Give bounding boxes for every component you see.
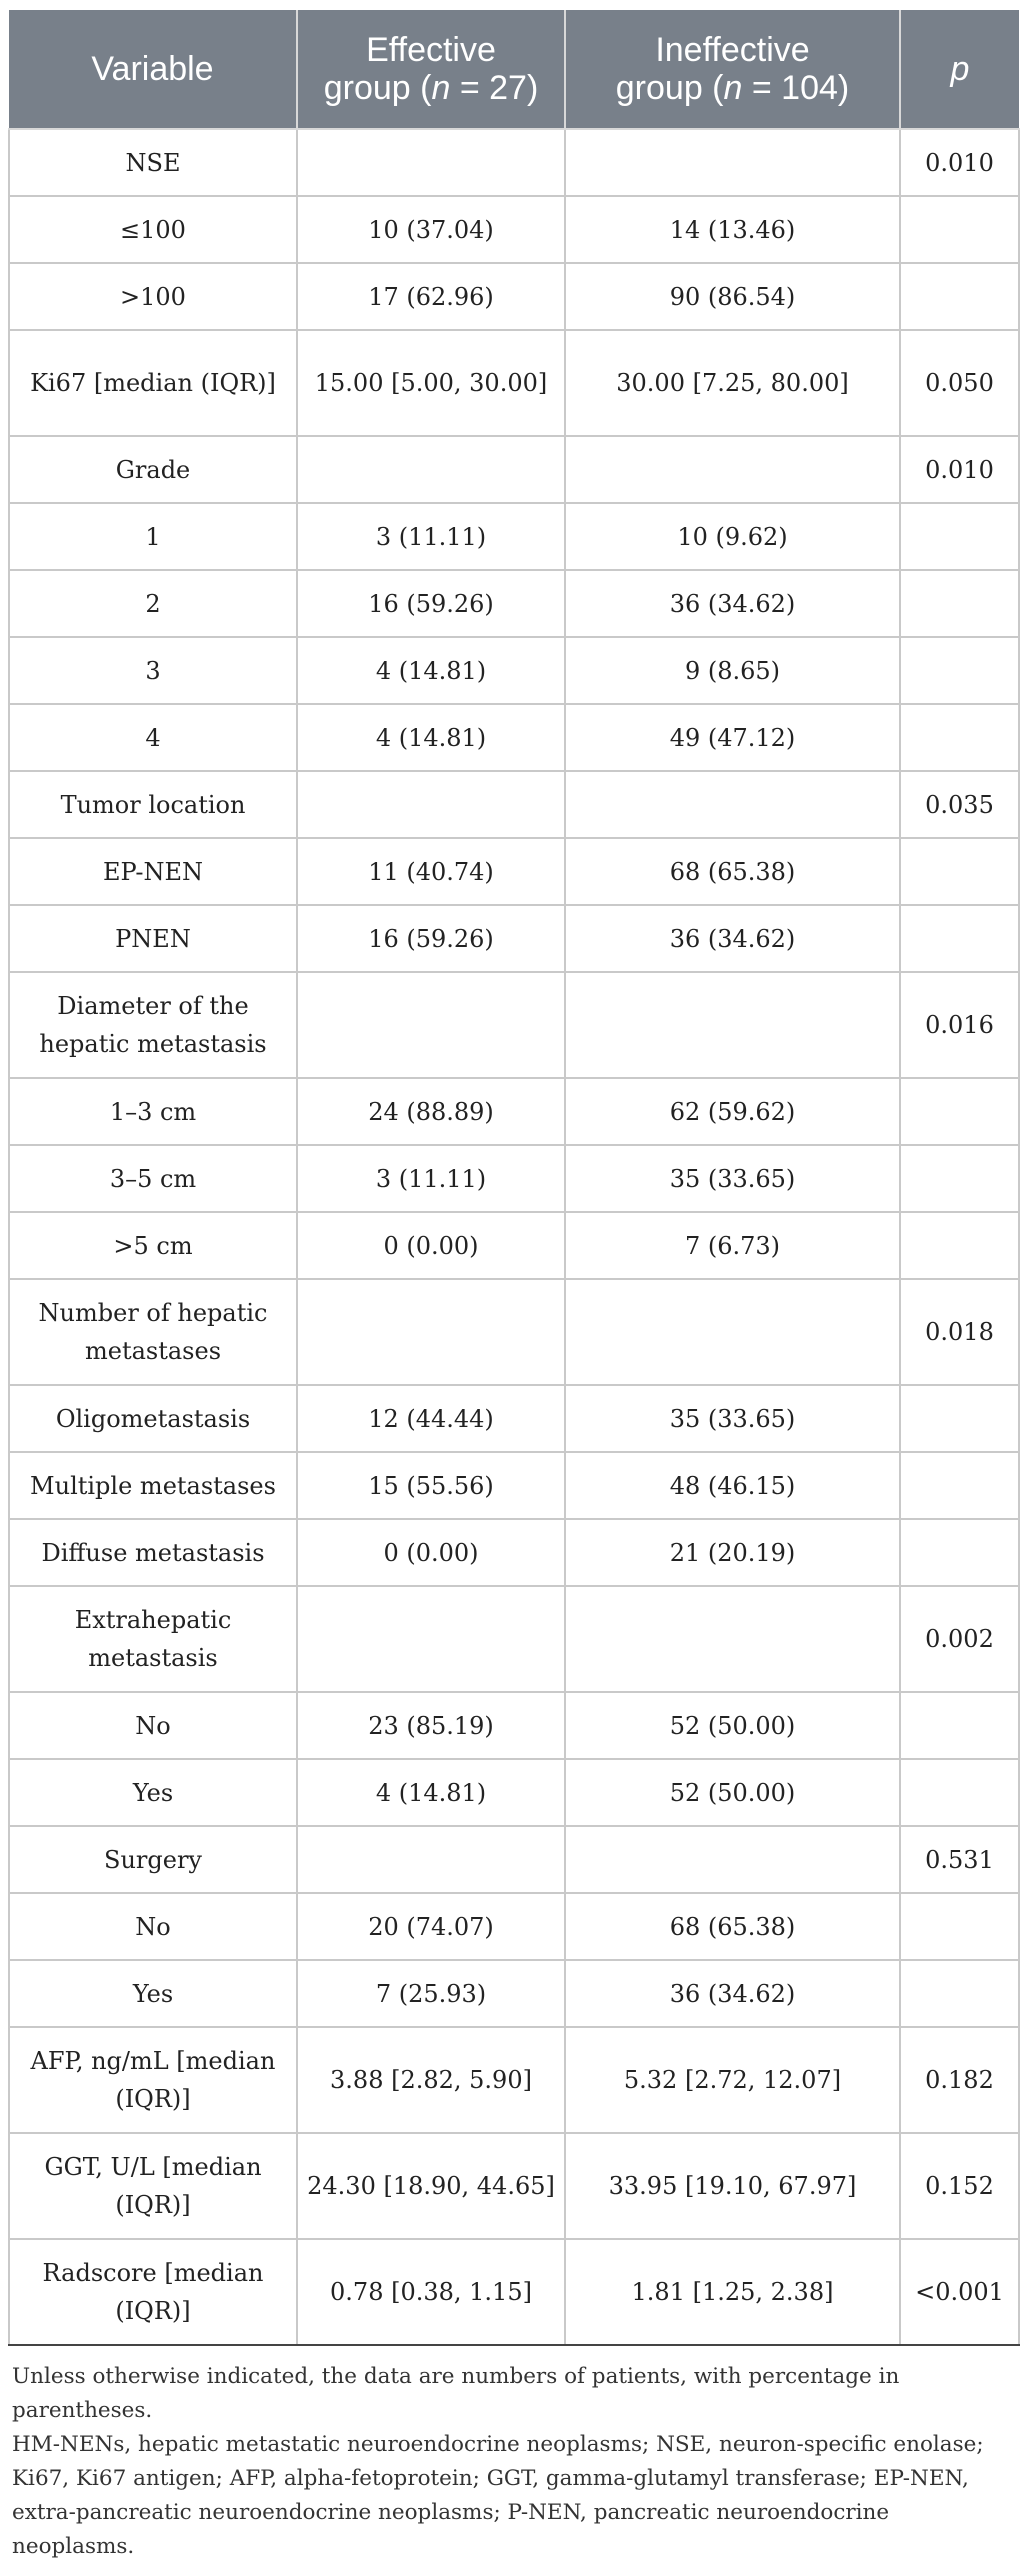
- variable-cell: Yes: [9, 1759, 297, 1826]
- p-value-cell: [900, 704, 1019, 771]
- p-value-cell: [900, 196, 1019, 263]
- p-value-cell: 0.152: [900, 2133, 1019, 2239]
- document-page: [8, 10, 1018, 2564]
- p-value-cell: 0.182: [900, 2027, 1019, 2133]
- effective-cell: 3 (11.11): [297, 1145, 565, 1212]
- variable-cell: Multiple metastases: [9, 1452, 297, 1519]
- table-row: [9, 1586, 1019, 1692]
- variable-cell: Surgery: [9, 1826, 297, 1893]
- ineffective-cell: 52 (50.00): [565, 1759, 900, 1826]
- footnote-line: extra-pancreatic neuroendocrine neoplasms; P-NEN, pancreatic neuroendocrine neoplasms.: [12, 2500, 890, 2559]
- p-value-cell: 0.531: [900, 1826, 1019, 1893]
- variable-cell: Number of hepatic metastases: [9, 1279, 297, 1385]
- table-row: [9, 1960, 1019, 2027]
- table-row: [9, 1452, 1019, 1519]
- results-table: [8, 10, 1020, 2346]
- p-value-cell: 0.002: [900, 1586, 1019, 1692]
- table-row: [9, 1385, 1019, 1452]
- effective-cell: 11 (40.74): [297, 838, 565, 905]
- variable-cell: 1–3 cm: [9, 1078, 297, 1145]
- table-row: [9, 2239, 1019, 2345]
- effective-cell: 17 (62.96): [297, 263, 565, 330]
- ineffective-cell: 52 (50.00): [565, 1692, 900, 1759]
- ineffective-cell: 36 (34.62): [565, 905, 900, 972]
- variable-cell: Oligometastasis: [9, 1385, 297, 1452]
- table-row: [9, 1893, 1019, 1960]
- p-value-cell: [900, 1893, 1019, 1960]
- effective-cell: 16 (59.26): [297, 905, 565, 972]
- ineffective-cell: 14 (13.46): [565, 196, 900, 263]
- effective-cell: 23 (85.19): [297, 1692, 565, 1759]
- variable-cell: >100: [9, 263, 297, 330]
- p-value-cell: [900, 1212, 1019, 1279]
- table-row: [9, 570, 1019, 637]
- table-row: [9, 905, 1019, 972]
- ineffective-cell: [565, 436, 900, 503]
- p-value-cell: [900, 905, 1019, 972]
- p-value-cell: [900, 503, 1019, 570]
- table-row: [9, 196, 1019, 263]
- variable-cell: 2: [9, 570, 297, 637]
- ineffective-cell: 48 (46.15): [565, 1452, 900, 1519]
- table-row: [9, 2133, 1019, 2239]
- effective-cell: 3.88 [2.82, 5.90]: [297, 2027, 565, 2133]
- table-row: [9, 2027, 1019, 2133]
- variable-cell: 3: [9, 637, 297, 704]
- ineffective-cell: 10 (9.62): [565, 503, 900, 570]
- p-value-cell: [900, 1519, 1019, 1586]
- table-row: [9, 503, 1019, 570]
- header-variable: Variable: [9, 10, 297, 129]
- table-row: [9, 1212, 1019, 1279]
- effective-cell: [297, 1826, 565, 1893]
- variable-cell: ≤100: [9, 196, 297, 263]
- table-row: [9, 330, 1019, 436]
- effective-cell: [297, 129, 565, 196]
- ineffective-cell: 1.81 [1.25, 2.38]: [565, 2239, 900, 2345]
- variable-cell: Diffuse metastasis: [9, 1519, 297, 1586]
- variable-cell: Tumor location: [9, 771, 297, 838]
- ineffective-cell: 35 (33.65): [565, 1385, 900, 1452]
- p-value-cell: [900, 263, 1019, 330]
- effective-cell: [297, 436, 565, 503]
- table-row: [9, 1145, 1019, 1212]
- ineffective-cell: 9 (8.65): [565, 637, 900, 704]
- variable-cell: Yes: [9, 1960, 297, 2027]
- table-row: [9, 436, 1019, 503]
- variable-cell: No: [9, 1893, 297, 1960]
- ineffective-cell: [565, 129, 900, 196]
- ineffective-cell: 36 (34.62): [565, 1960, 900, 2027]
- ineffective-cell: [565, 771, 900, 838]
- p-value-cell: <0.001: [900, 2239, 1019, 2345]
- p-value-cell: [900, 1759, 1019, 1826]
- effective-cell: 4 (14.81): [297, 704, 565, 771]
- table-row: [9, 1279, 1019, 1385]
- ineffective-cell: 7 (6.73): [565, 1212, 900, 1279]
- header-row: [9, 10, 1019, 129]
- ineffective-cell: 33.95 [19.10, 67.97]: [565, 2133, 900, 2239]
- ineffective-cell: 49 (47.12): [565, 704, 900, 771]
- table-row: [9, 1078, 1019, 1145]
- footnote-line: Unless otherwise indicated, the data are numbers of patients, with percentage in parentheses.: [12, 2364, 900, 2423]
- effective-cell: [297, 1586, 565, 1692]
- variable-cell: NSE: [9, 129, 297, 196]
- p-value-cell: 0.050: [900, 330, 1019, 436]
- p-value-cell: 0.010: [900, 436, 1019, 503]
- variable-cell: Diameter of the hepatic metastasis: [9, 972, 297, 1078]
- table-row: [9, 1519, 1019, 1586]
- effective-cell: [297, 1279, 565, 1385]
- ineffective-cell: [565, 1586, 900, 1692]
- ineffective-cell: 68 (65.38): [565, 838, 900, 905]
- effective-cell: 15.00 [5.00, 30.00]: [297, 330, 565, 436]
- effective-cell: [297, 972, 565, 1078]
- variable-cell: AFP, ng/mL [median (IQR)]: [9, 2027, 297, 2133]
- variable-cell: 4: [9, 704, 297, 771]
- header-effective-group: Effective group (n = 27): [297, 10, 565, 129]
- effective-cell: 15 (55.56): [297, 1452, 565, 1519]
- table-row: [9, 637, 1019, 704]
- variable-cell: PNEN: [9, 905, 297, 972]
- ineffective-cell: 21 (20.19): [565, 1519, 900, 1586]
- ineffective-cell: [565, 1826, 900, 1893]
- ineffective-cell: 5.32 [2.72, 12.07]: [565, 2027, 900, 2133]
- ineffective-cell: 90 (86.54): [565, 263, 900, 330]
- p-value-cell: [900, 1960, 1019, 2027]
- effective-cell: 4 (14.81): [297, 637, 565, 704]
- footnote-line: Ki67, Ki67 antigen; AFP, alpha-fetoprotein; GGT, gamma-glutamyl transferase; EP-NEN,: [12, 2466, 969, 2491]
- variable-cell: Extrahepatic metastasis: [9, 1586, 297, 1692]
- table-row: [9, 1826, 1019, 1893]
- table-row: [9, 1759, 1019, 1826]
- ineffective-cell: 68 (65.38): [565, 1893, 900, 1960]
- p-value-cell: 0.035: [900, 771, 1019, 838]
- table-row: [9, 771, 1019, 838]
- variable-cell: Grade: [9, 436, 297, 503]
- ineffective-cell: 62 (59.62): [565, 1078, 900, 1145]
- p-value-cell: [900, 570, 1019, 637]
- table-body: [9, 129, 1019, 2345]
- effective-cell: 4 (14.81): [297, 1759, 565, 1826]
- p-value-cell: 0.016: [900, 972, 1019, 1078]
- p-value-cell: [900, 1385, 1019, 1452]
- effective-cell: 0 (0.00): [297, 1519, 565, 1586]
- p-value-cell: [900, 1078, 1019, 1145]
- p-value-cell: 0.018: [900, 1279, 1019, 1385]
- effective-cell: 24 (88.89): [297, 1078, 565, 1145]
- effective-cell: 12 (44.44): [297, 1385, 565, 1452]
- effective-cell: 10 (37.04): [297, 196, 565, 263]
- ineffective-cell: 35 (33.65): [565, 1145, 900, 1212]
- variable-cell: Radscore [median (IQR)]: [9, 2239, 297, 2345]
- effective-cell: [297, 771, 565, 838]
- table-footnote: [8, 2360, 1018, 2564]
- p-value-cell: [900, 637, 1019, 704]
- variable-cell: EP-NEN: [9, 838, 297, 905]
- table-row: [9, 1692, 1019, 1759]
- table-row: [9, 129, 1019, 196]
- p-value-cell: [900, 1452, 1019, 1519]
- ineffective-cell: [565, 972, 900, 1078]
- variable-cell: GGT, U/L [median (IQR)]: [9, 2133, 297, 2239]
- table-row: [9, 838, 1019, 905]
- ineffective-cell: 30.00 [7.25, 80.00]: [565, 330, 900, 436]
- effective-cell: 0.78 [0.38, 1.15]: [297, 2239, 565, 2345]
- p-value-cell: [900, 1692, 1019, 1759]
- variable-cell: Ki67 [median (IQR)]: [9, 330, 297, 436]
- effective-cell: 7 (25.93): [297, 1960, 565, 2027]
- variable-cell: >5 cm: [9, 1212, 297, 1279]
- table-header: [9, 10, 1019, 129]
- p-value-cell: [900, 1145, 1019, 1212]
- header-p-value: p: [900, 10, 1019, 129]
- ineffective-cell: 36 (34.62): [565, 570, 900, 637]
- variable-cell: 1: [9, 503, 297, 570]
- table-row: [9, 263, 1019, 330]
- variable-cell: 3–5 cm: [9, 1145, 297, 1212]
- table-row: [9, 972, 1019, 1078]
- effective-cell: 0 (0.00): [297, 1212, 565, 1279]
- variable-cell: No: [9, 1692, 297, 1759]
- header-ineffective-group: Ineffective group (n = 104): [565, 10, 900, 129]
- table-row: [9, 704, 1019, 771]
- effective-cell: 24.30 [18.90, 44.65]: [297, 2133, 565, 2239]
- effective-cell: 20 (74.07): [297, 1893, 565, 1960]
- ineffective-cell: [565, 1279, 900, 1385]
- effective-cell: 16 (59.26): [297, 570, 565, 637]
- footnote-line: HM-NENs, hepatic metastatic neuroendocrine neoplasms; NSE, neuron-specific enolase;: [12, 2432, 984, 2457]
- effective-cell: 3 (11.11): [297, 503, 565, 570]
- p-value-cell: [900, 838, 1019, 905]
- p-value-cell: 0.010: [900, 129, 1019, 196]
